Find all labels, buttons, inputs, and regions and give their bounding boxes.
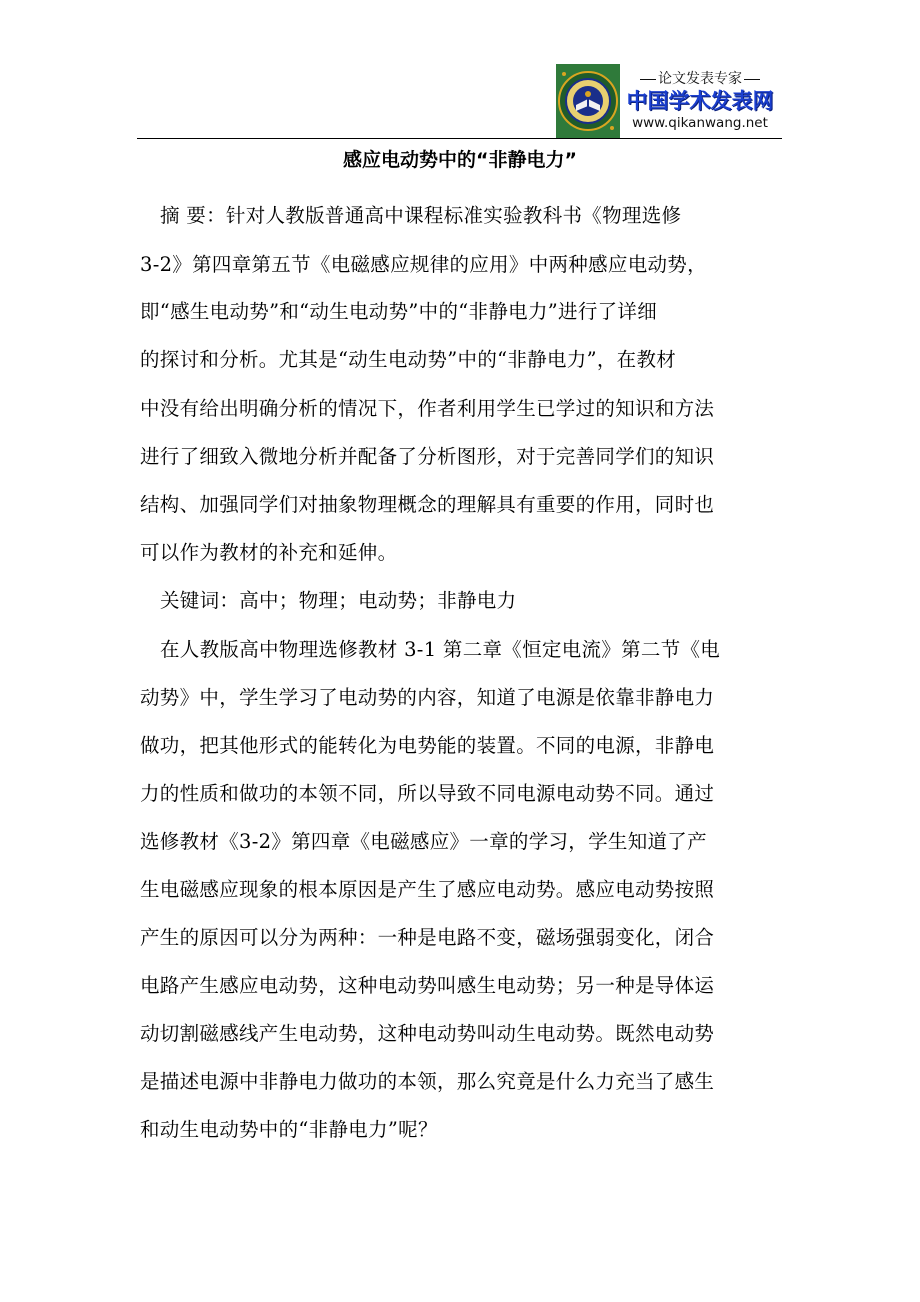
seal-emblem-icon [556, 64, 620, 138]
site-header-banner[interactable] [556, 64, 780, 138]
body-line: 在人教版高中物理选修教材 3-1 第二章《恒定电流》第二节《电 [160, 638, 721, 661]
body-line: 做功，把其他形式的能转化为电势能的装置。不同的电源，非静电 [140, 734, 715, 757]
abstract-line: 3-2》第四章第五节《电磁感应规律的应用》中两种感应电动势， [140, 253, 707, 276]
body-line: 是描述电源中非静电力做功的本领，那么究竟是什么力充当了感生 [140, 1070, 715, 1093]
banner-tagline-text: 论文发表专家 [658, 71, 742, 87]
page-title: 感应电动势中的“非静电力” [343, 149, 577, 171]
body-line: 动势》中，学生学习了电动势的内容，知道了电源是依靠非静电力 [140, 686, 715, 709]
abstract-line: 可以作为教材的补充和延伸。 [140, 541, 398, 564]
header-divider [137, 138, 782, 139]
banner-url-link[interactable]: www.qikanwang.net [632, 115, 768, 131]
site-banner [620, 64, 780, 138]
body-line: 选修教材《3-2》第四章《电磁感应》一章的学习，学生知道了产 [140, 830, 707, 853]
abstract-line: 结构、加强同学们对抽象物理概念的理解具有重要的作用，同时也 [140, 493, 715, 516]
abstract-line: 摘 要：针对人教版普通高中课程标准实验教科书《物理选修 [160, 204, 682, 227]
abstract-line: 中没有给出明确分析的情况下，作者利用学生已学过的知识和方法 [140, 397, 715, 420]
body-line: 生电磁感应现象的根本原因是产生了感应电动势。感应电动势按照 [140, 878, 715, 901]
abstract-line: 的探讨和分析。尤其是“动生电动势”中的“非静电力”，在教材 [140, 348, 677, 371]
abstract-line: 进行了细致入微地分析并配备了分析图形，对于完善同学们的知识 [140, 445, 715, 468]
body-line: 力的性质和做功的本领不同，所以导致不同电源电动势不同。通过 [140, 782, 715, 805]
banner-brand-name: 中国学术发表网 [626, 89, 774, 113]
dash-icon [640, 79, 656, 80]
abstract-line: 即“感生电动势”和“动生电动势”中的“非静电力”进行了详细 [140, 300, 658, 323]
body-line: 产生的原因可以分为两种：一种是电路不变，磁场强弱变化，闭合 [140, 926, 715, 949]
body-line: 动切割磁感线产生电动势，这种电动势叫动生电动势。既然电动势 [140, 1022, 715, 1045]
banner-tagline [638, 70, 762, 88]
body-line: 和动生电动势中的“非静电力”呢？ [140, 1118, 438, 1141]
body-line: 电路产生感应电动势，这种电动势叫感生电动势；另一种是导体运 [140, 974, 715, 997]
site-seal-logo [556, 64, 620, 138]
dash-icon [744, 79, 760, 80]
keywords-line: 关键词：高中；物理；电动势；非静电力 [160, 589, 517, 612]
